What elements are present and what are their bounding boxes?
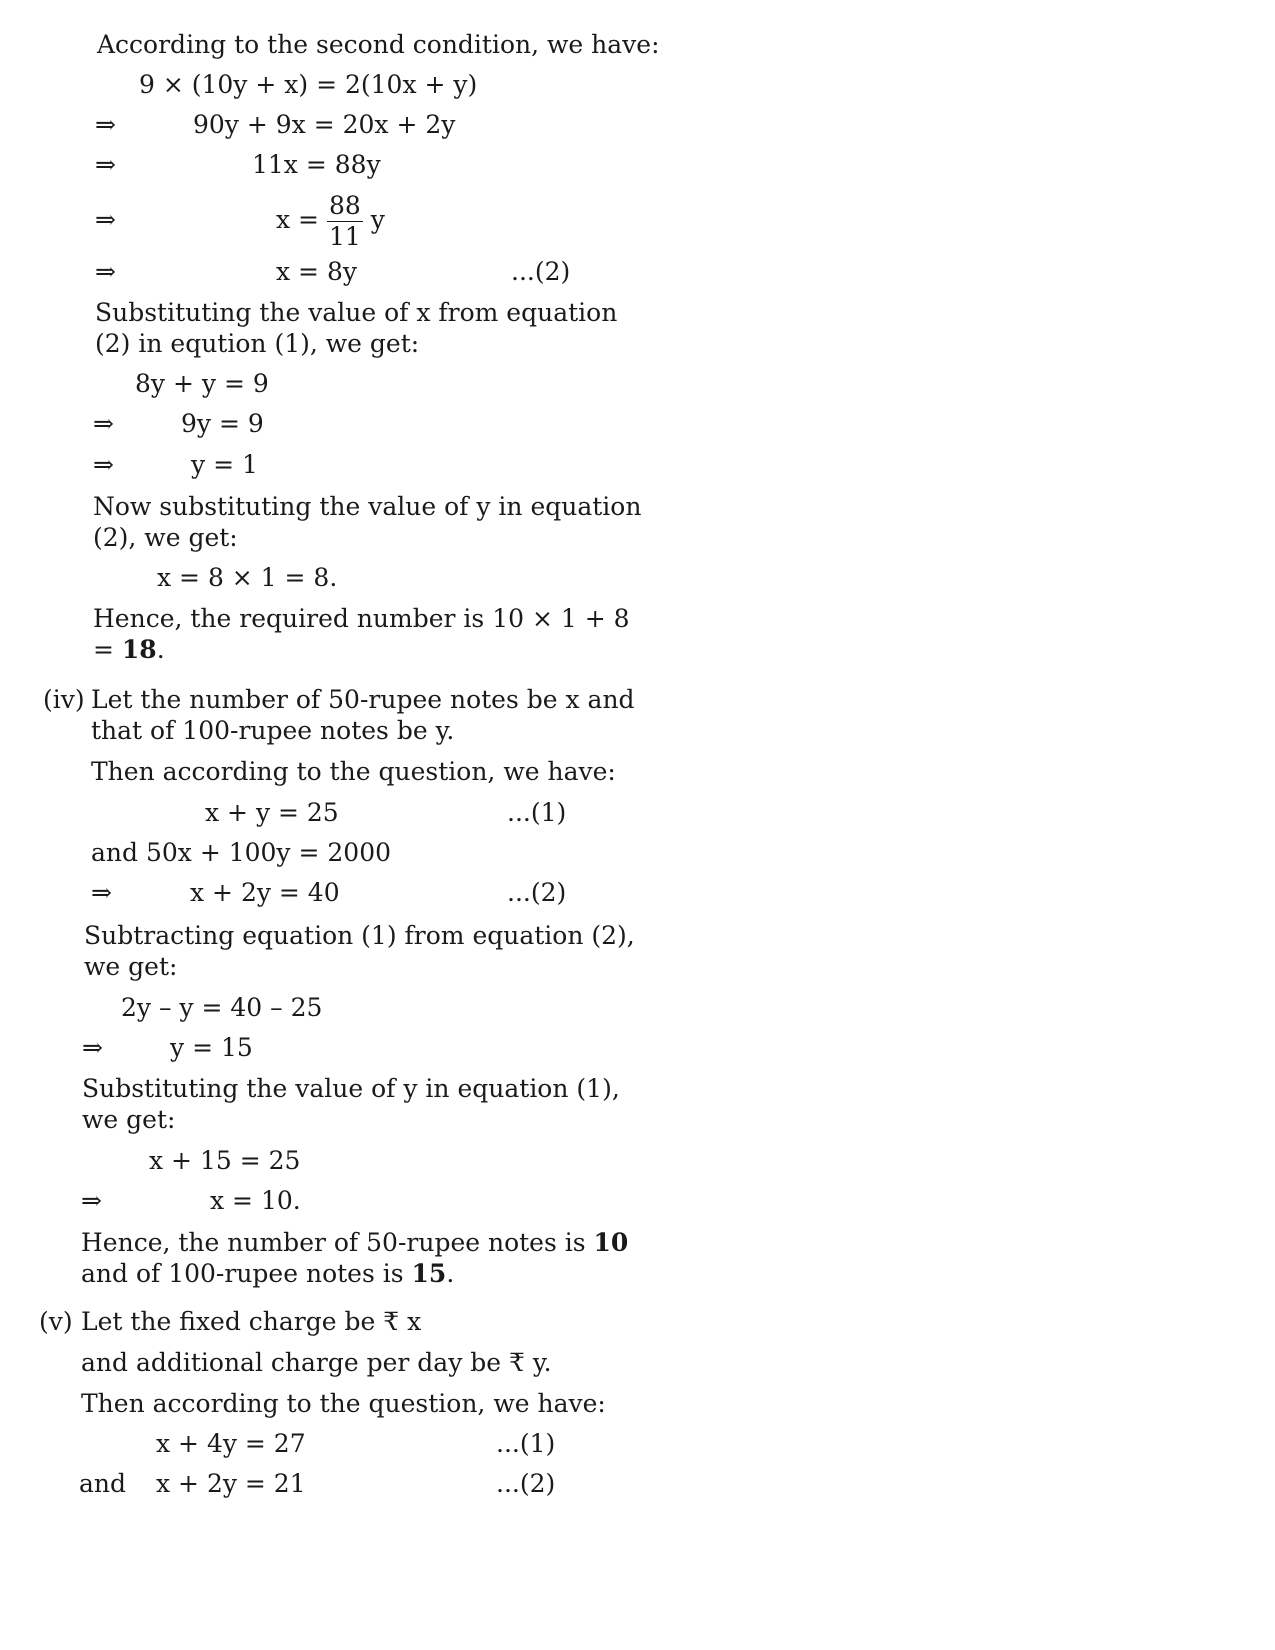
fraction-denominator: 11	[328, 222, 361, 251]
equation: 9y = 9	[181, 409, 264, 438]
answer-prefix: and of 100-rupee notes is	[81, 1259, 412, 1288]
equation: x + 2y = 21	[156, 1469, 306, 1498]
implies-arrow: ⇒	[93, 409, 114, 438]
equation-tag: ...(1)	[496, 1429, 556, 1458]
equation-tag: ...(1)	[507, 798, 567, 827]
text-line: Substituting the value of y in equation (1),	[82, 1074, 620, 1103]
equation: x + y = 25	[205, 798, 339, 827]
conjunction: and	[79, 1469, 127, 1498]
equation: 9 × (10y + x) = 2(10x + y)	[139, 70, 478, 99]
text-line: Then according to the question, we have:	[91, 757, 616, 786]
implies-arrow: ⇒	[95, 110, 116, 139]
implies-arrow: ⇒	[95, 150, 116, 179]
text-line: Substituting the value of x from equation	[95, 298, 618, 327]
fraction-variable: y	[370, 205, 385, 234]
equation: 8y + y = 9	[135, 369, 269, 398]
fraction-lhs: x =	[276, 205, 319, 234]
text-line: Subtracting equation (1) from equation (2),	[84, 921, 635, 950]
equation: x = 8 × 1 = 8.	[157, 563, 338, 592]
answer-line	[93, 634, 165, 666]
text-line: Let the fixed charge be ₹ x	[81, 1307, 422, 1336]
text-line: that of 100-rupee notes be y.	[91, 716, 455, 745]
fraction	[327, 191, 363, 252]
implies-arrow: ⇒	[95, 257, 116, 286]
equation: 11x = 88y	[252, 150, 381, 179]
answer-line	[81, 1258, 454, 1290]
text-line: Let the number of 50-rupee notes be x and	[91, 685, 635, 714]
answer-prefix: =	[93, 635, 122, 664]
equation: x = 10.	[210, 1186, 301, 1215]
text-line: (2), we get:	[93, 523, 238, 552]
text-line: we get:	[84, 952, 178, 981]
implies-arrow: ⇒	[82, 1033, 103, 1062]
text-line: Then according to the question, we have:	[81, 1389, 606, 1418]
text-line: According to the second condition, we have:	[97, 30, 660, 59]
implies-arrow: ⇒	[95, 205, 116, 234]
answer-value: 10	[593, 1228, 629, 1257]
text-line: Now substituting the value of y in equation	[93, 492, 642, 521]
part-label: (v)	[39, 1307, 73, 1336]
implies-arrow: ⇒	[93, 450, 114, 479]
text-line: (2) in eqution (1), we get:	[95, 329, 420, 358]
text-line: and additional charge per day be ₹ y.	[81, 1348, 552, 1377]
equation: x = 8y	[276, 257, 357, 286]
implies-arrow: ⇒	[81, 1186, 102, 1215]
answer-suffix: .	[156, 635, 165, 664]
equation: y = 15	[170, 1033, 253, 1062]
equation: x + 15 = 25	[149, 1146, 301, 1175]
equation-tag: ...(2)	[511, 257, 571, 286]
equation-tag: ...(2)	[496, 1469, 556, 1498]
answer-line	[81, 1227, 628, 1259]
part-label: (iv)	[43, 685, 85, 714]
fraction-equation	[276, 190, 385, 252]
text-line: Hence, the required number is 10 × 1 + 8	[93, 604, 630, 633]
answer-prefix: Hence, the number of 50-rupee notes is	[81, 1228, 594, 1257]
implies-arrow: ⇒	[91, 878, 112, 907]
fraction-numerator: 88	[328, 191, 361, 220]
equation: x + 4y = 27	[156, 1429, 306, 1458]
equation: 90y + 9x = 20x + 2y	[193, 110, 456, 139]
equation: x + 2y = 40	[190, 878, 340, 907]
text-line: we get:	[82, 1105, 176, 1134]
answer-suffix: .	[446, 1259, 455, 1288]
equation: y = 1	[191, 450, 258, 479]
answer-value: 18	[121, 635, 157, 664]
answer-value: 15	[411, 1259, 447, 1288]
equation: 2y – y = 40 – 25	[121, 993, 323, 1022]
equation: and 50x + 100y = 2000	[91, 838, 392, 867]
equation-tag: ...(2)	[507, 878, 567, 907]
